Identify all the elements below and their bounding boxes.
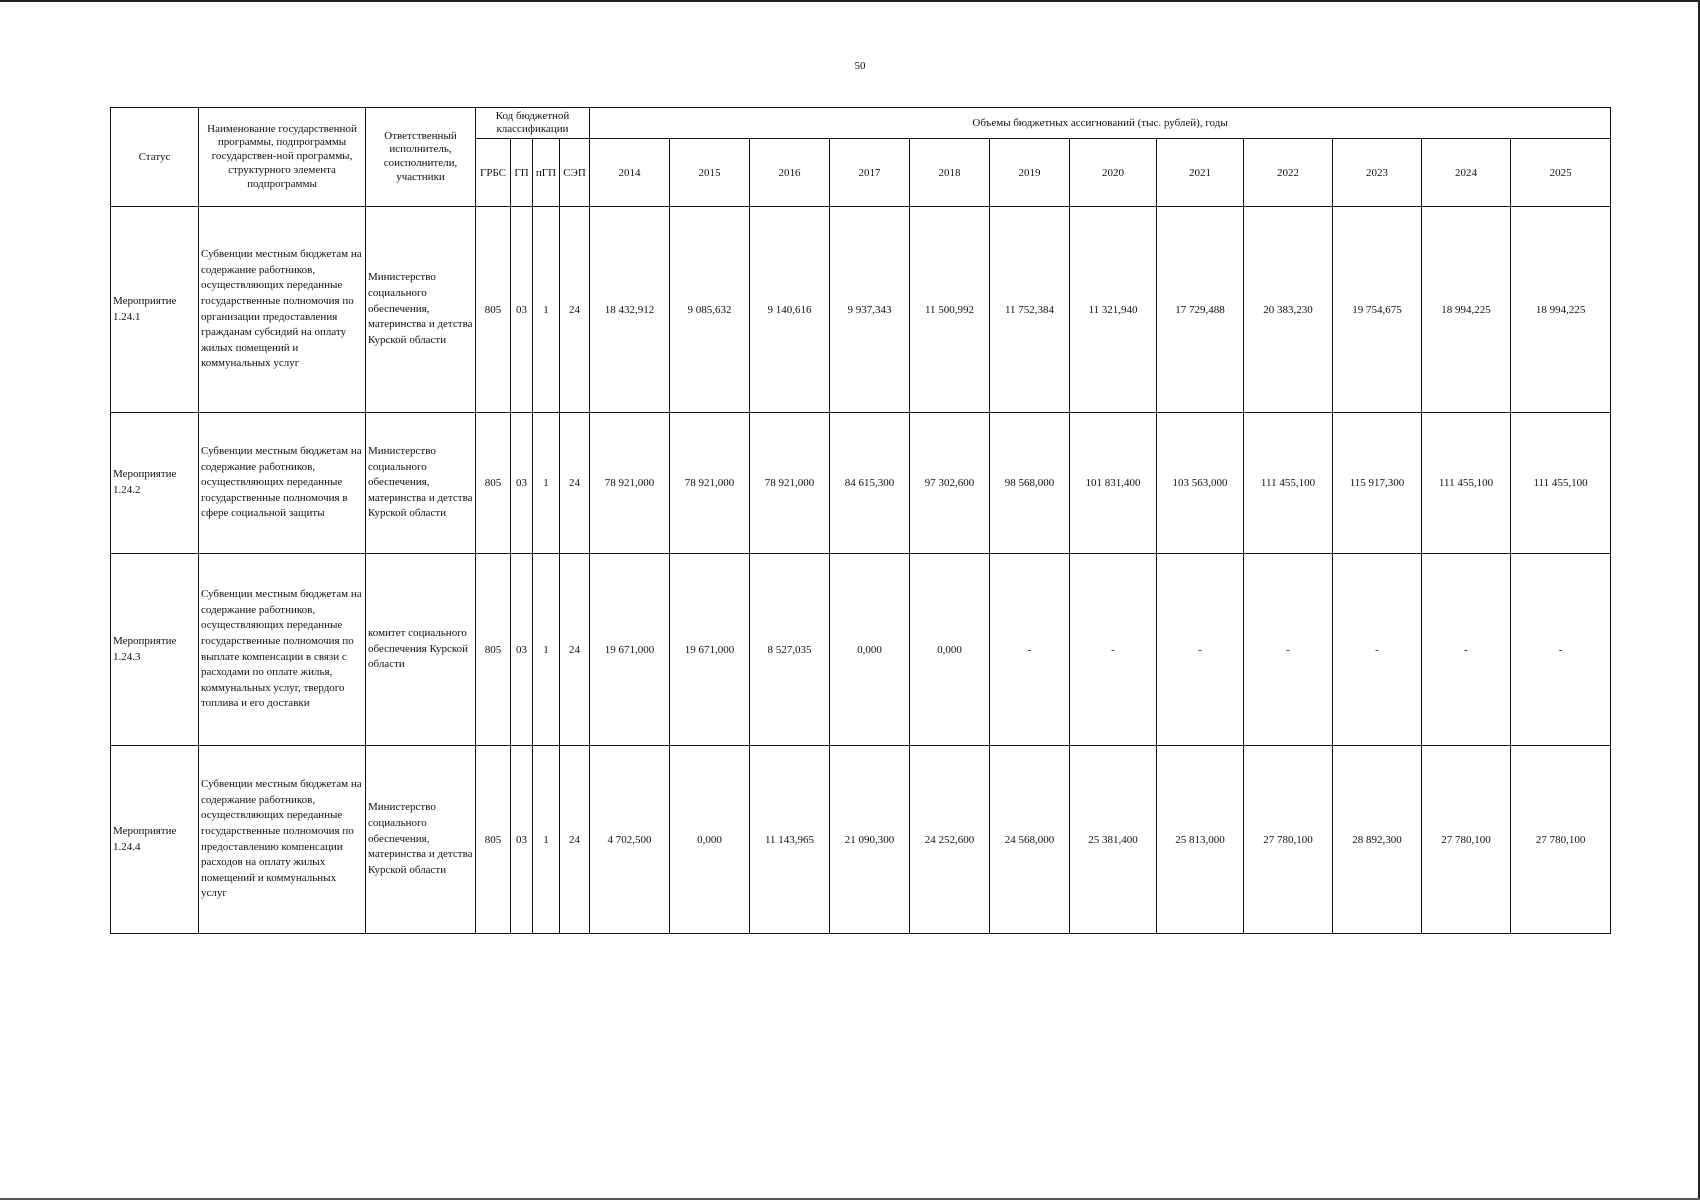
row-value: 0,000 (830, 554, 910, 746)
row-value: - (990, 554, 1070, 746)
row-value: 9 140,616 (750, 207, 830, 413)
row-code-grbs: 805 (476, 207, 511, 413)
row-code-pgp: 1 (533, 554, 560, 746)
row-responsible: Министерство социального обеспечения, материнства и детства Курской области (366, 413, 476, 554)
row-code-sep: 24 (560, 746, 590, 934)
row-value: 18 432,912 (590, 207, 670, 413)
page-number: 50 (854, 60, 866, 72)
row-code-sep: 24 (560, 413, 590, 554)
row-value: 78 921,000 (670, 413, 750, 554)
row-status: Мероприятие 1.24.4 (111, 746, 199, 934)
row-value: 11 321,940 (1070, 207, 1157, 413)
table-row (111, 207, 1611, 413)
header-row-1 (111, 108, 1611, 139)
row-code-pgp: 1 (533, 207, 560, 413)
header-year: 2014 (590, 139, 670, 207)
header-code-gp: ГП (511, 139, 533, 207)
row-value: 84 615,300 (830, 413, 910, 554)
table-row (111, 413, 1611, 554)
row-name: Субвенции местным бюджетам на содержание работников, осуществляющих переданные государственные полномочия по организации предоставления гражданам субсидий на оплату жилых помещений и коммунальных услуг (199, 207, 366, 413)
row-code-gp: 03 (511, 413, 533, 554)
row-value: 27 780,100 (1244, 746, 1333, 934)
row-value: - (1333, 554, 1422, 746)
row-value: 0,000 (910, 554, 990, 746)
row-name: Субвенции местным бюджетам на содержание работников, осуществляющих переданные государственные полномочия по выплате компенсации в связи с расходами по оплате жилья, коммунальных услуг, твердого топлива и его доставки (199, 554, 366, 746)
row-code-grbs: 805 (476, 746, 511, 934)
header-year: 2017 (830, 139, 910, 207)
row-value: 19 671,000 (590, 554, 670, 746)
row-name: Субвенции местным бюджетам на содержание работников, осуществляющих переданные государственные полномочия по предоставлению компенсации расходов на оплату жилых помещений и коммунальных услуг (199, 746, 366, 934)
row-value: 103 563,000 (1157, 413, 1244, 554)
row-value: 24 252,600 (910, 746, 990, 934)
row-value: 97 302,600 (910, 413, 990, 554)
row-value: 0,000 (670, 746, 750, 934)
row-code-grbs: 805 (476, 413, 511, 554)
row-value: 78 921,000 (750, 413, 830, 554)
row-status: Мероприятие 1.24.3 (111, 554, 199, 746)
header-name: Наименование государственной программы, подпрограммы государствен-ной программы, структурного элемента подпрограммы (199, 108, 366, 207)
header-code-sep: СЭП (560, 139, 590, 207)
row-value: 101 831,400 (1070, 413, 1157, 554)
row-value: 11 500,992 (910, 207, 990, 413)
row-value: 27 780,100 (1422, 746, 1511, 934)
row-value: 19 754,675 (1333, 207, 1422, 413)
row-value: 78 921,000 (590, 413, 670, 554)
header-year: 2023 (1333, 139, 1422, 207)
budget-table (110, 107, 1611, 934)
row-value: 98 568,000 (990, 413, 1070, 554)
header-year: 2016 (750, 139, 830, 207)
header-year: 2015 (670, 139, 750, 207)
row-value: - (1511, 554, 1611, 746)
row-name: Субвенции местным бюджетам на содержание работников, осуществляющих переданные государственные полномочия в сфере социальной защиты (199, 413, 366, 554)
row-value: 4 702,500 (590, 746, 670, 934)
row-value: - (1070, 554, 1157, 746)
row-value: 9 085,632 (670, 207, 750, 413)
row-value: 11 752,384 (990, 207, 1070, 413)
row-value: 18 994,225 (1422, 207, 1511, 413)
row-value: 9 937,343 (830, 207, 910, 413)
header-year: 2025 (1511, 139, 1611, 207)
header-year: 2024 (1422, 139, 1511, 207)
row-code-grbs: 805 (476, 554, 511, 746)
row-value: 24 568,000 (990, 746, 1070, 934)
header-year: 2018 (910, 139, 990, 207)
table-row (111, 746, 1611, 934)
header-volumes: Объемы бюджетных ассигнований (тыс. рублей), годы (590, 108, 1611, 139)
row-value: 27 780,100 (1511, 746, 1611, 934)
row-value: 111 455,100 (1244, 413, 1333, 554)
header-responsible: Ответственный исполнитель, соисполнители, участники (366, 108, 476, 207)
header-year: 2019 (990, 139, 1070, 207)
row-code-sep: 24 (560, 207, 590, 413)
row-responsible: Министерство социального обеспечения, материнства и детства Курской области (366, 207, 476, 413)
row-value: 25 381,400 (1070, 746, 1157, 934)
header-year: 2020 (1070, 139, 1157, 207)
row-value: 8 527,035 (750, 554, 830, 746)
row-status: Мероприятие 1.24.2 (111, 413, 199, 554)
row-value: - (1422, 554, 1511, 746)
row-responsible: Министерство социального обеспечения, материнства и детства Курской области (366, 746, 476, 934)
row-code-pgp: 1 (533, 413, 560, 554)
header-code-pgp: пГП (533, 139, 560, 207)
row-value: 111 455,100 (1422, 413, 1511, 554)
row-value: - (1244, 554, 1333, 746)
header-status: Статус (111, 108, 199, 207)
row-code-gp: 03 (511, 554, 533, 746)
scan-edge-top (0, 0, 1700, 2)
row-value: 17 729,488 (1157, 207, 1244, 413)
row-status: Мероприятие 1.24.1 (111, 207, 199, 413)
row-code-gp: 03 (511, 207, 533, 413)
row-value: 18 994,225 (1511, 207, 1611, 413)
row-responsible: комитет социального обеспечения Курской области (366, 554, 476, 746)
row-value: 111 455,100 (1511, 413, 1611, 554)
row-value: 25 813,000 (1157, 746, 1244, 934)
header-year: 2022 (1244, 139, 1333, 207)
row-code-pgp: 1 (533, 746, 560, 934)
row-value: 19 671,000 (670, 554, 750, 746)
header-code-grbs: ГРБС (476, 139, 511, 207)
row-value: 11 143,965 (750, 746, 830, 934)
row-value: - (1157, 554, 1244, 746)
row-value: 115 917,300 (1333, 413, 1422, 554)
row-code-sep: 24 (560, 554, 590, 746)
row-value: 28 892,300 (1333, 746, 1422, 934)
row-code-gp: 03 (511, 746, 533, 934)
row-value: 21 090,300 (830, 746, 910, 934)
header-code-group: Код бюджетной классификации (476, 108, 590, 139)
table-row (111, 554, 1611, 746)
header-year: 2021 (1157, 139, 1244, 207)
row-value: 20 383,230 (1244, 207, 1333, 413)
